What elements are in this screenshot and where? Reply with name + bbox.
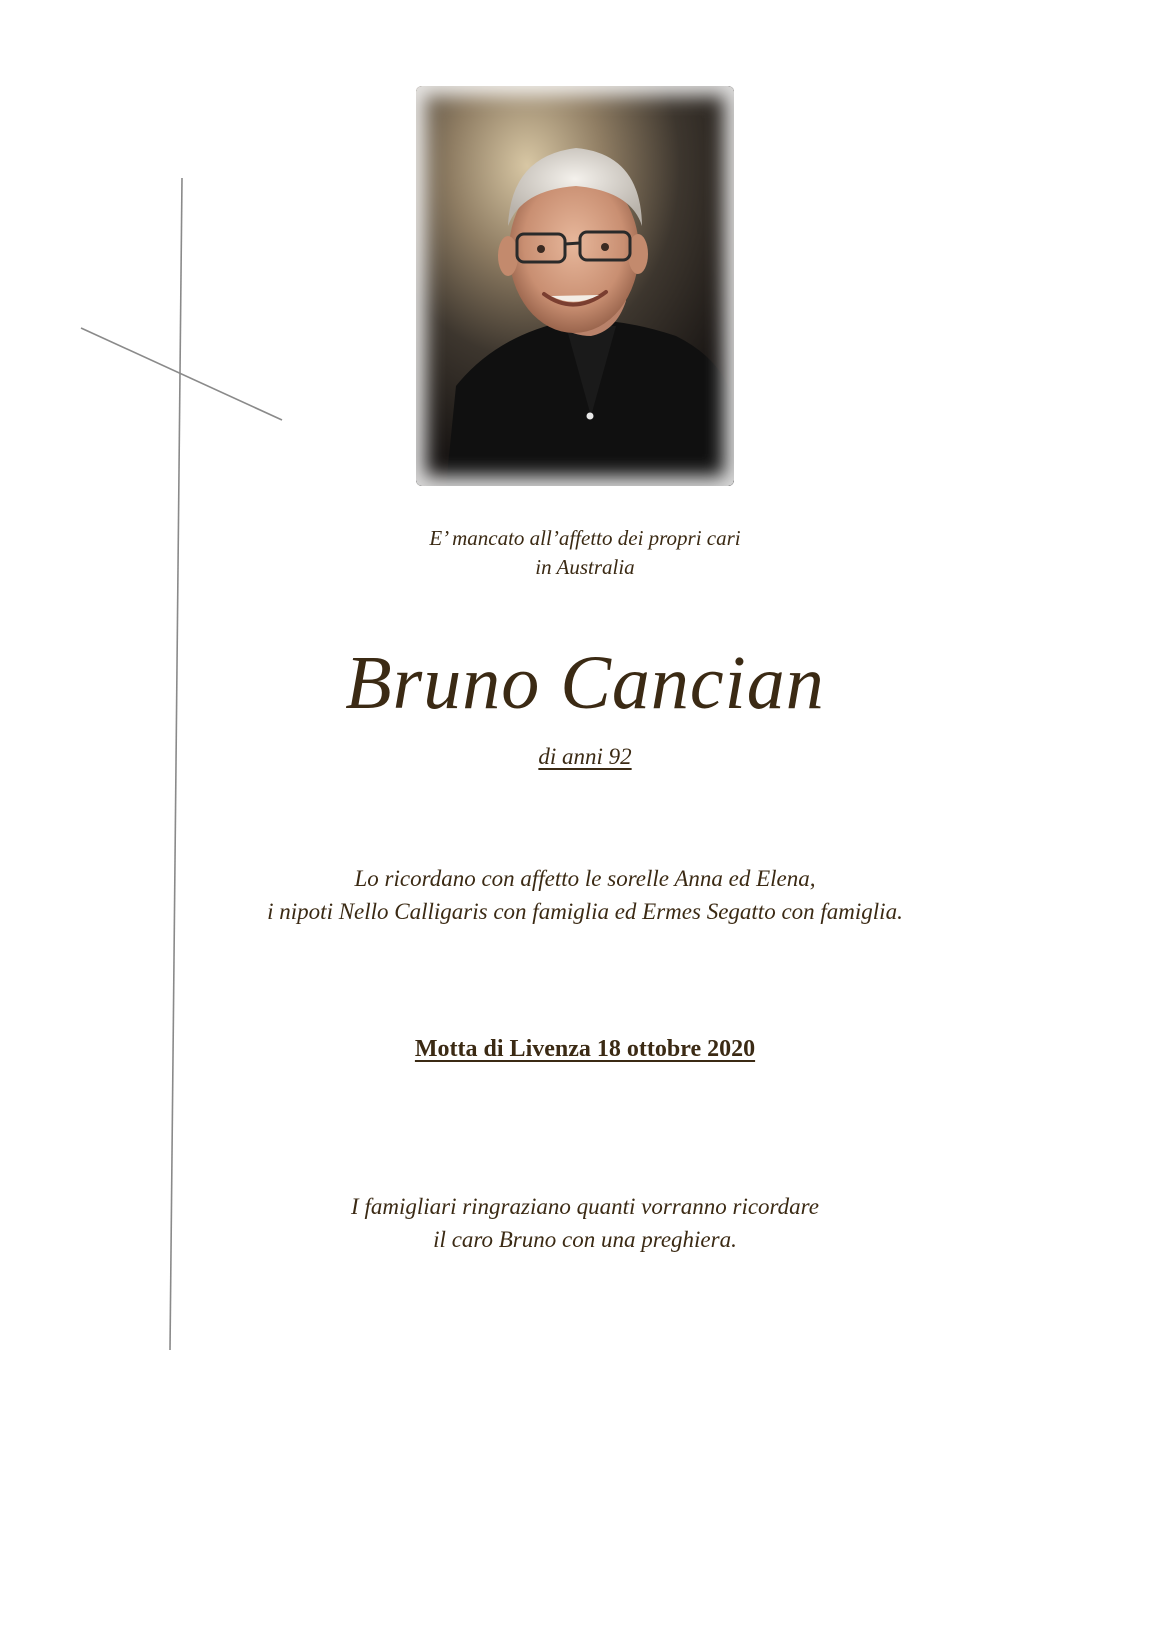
remember-text [0,862,1170,928]
thanks-line-2: il caro Bruno con una preghiera. [433,1227,737,1252]
place-date [0,1034,1170,1064]
thanks-text [0,1190,1170,1256]
intro-text [0,524,1170,582]
remember-line-1: Lo ricordano con affetto le sorelle Anna ed Elena, [354,866,816,891]
remember-line-2: i nipoti Nello Calligaris con famiglia ed Ermes Segatto con famiglia. [267,899,903,924]
thanks-line-1: I famigliari ringraziano quanti vorranno ricordare [351,1194,819,1219]
age-text [0,742,1170,772]
place-date-label: Motta di Livenza 18 ottobre 2020 [414,1036,756,1062]
deceased-name: Bruno Cancian [345,641,825,725]
age-label: di anni 92 [538,744,632,769]
intro-line-1: E’ mancato all’affetto dei propri cari [429,526,741,550]
portrait-photo [416,86,734,486]
intro-line-2: in Australia [535,555,635,579]
